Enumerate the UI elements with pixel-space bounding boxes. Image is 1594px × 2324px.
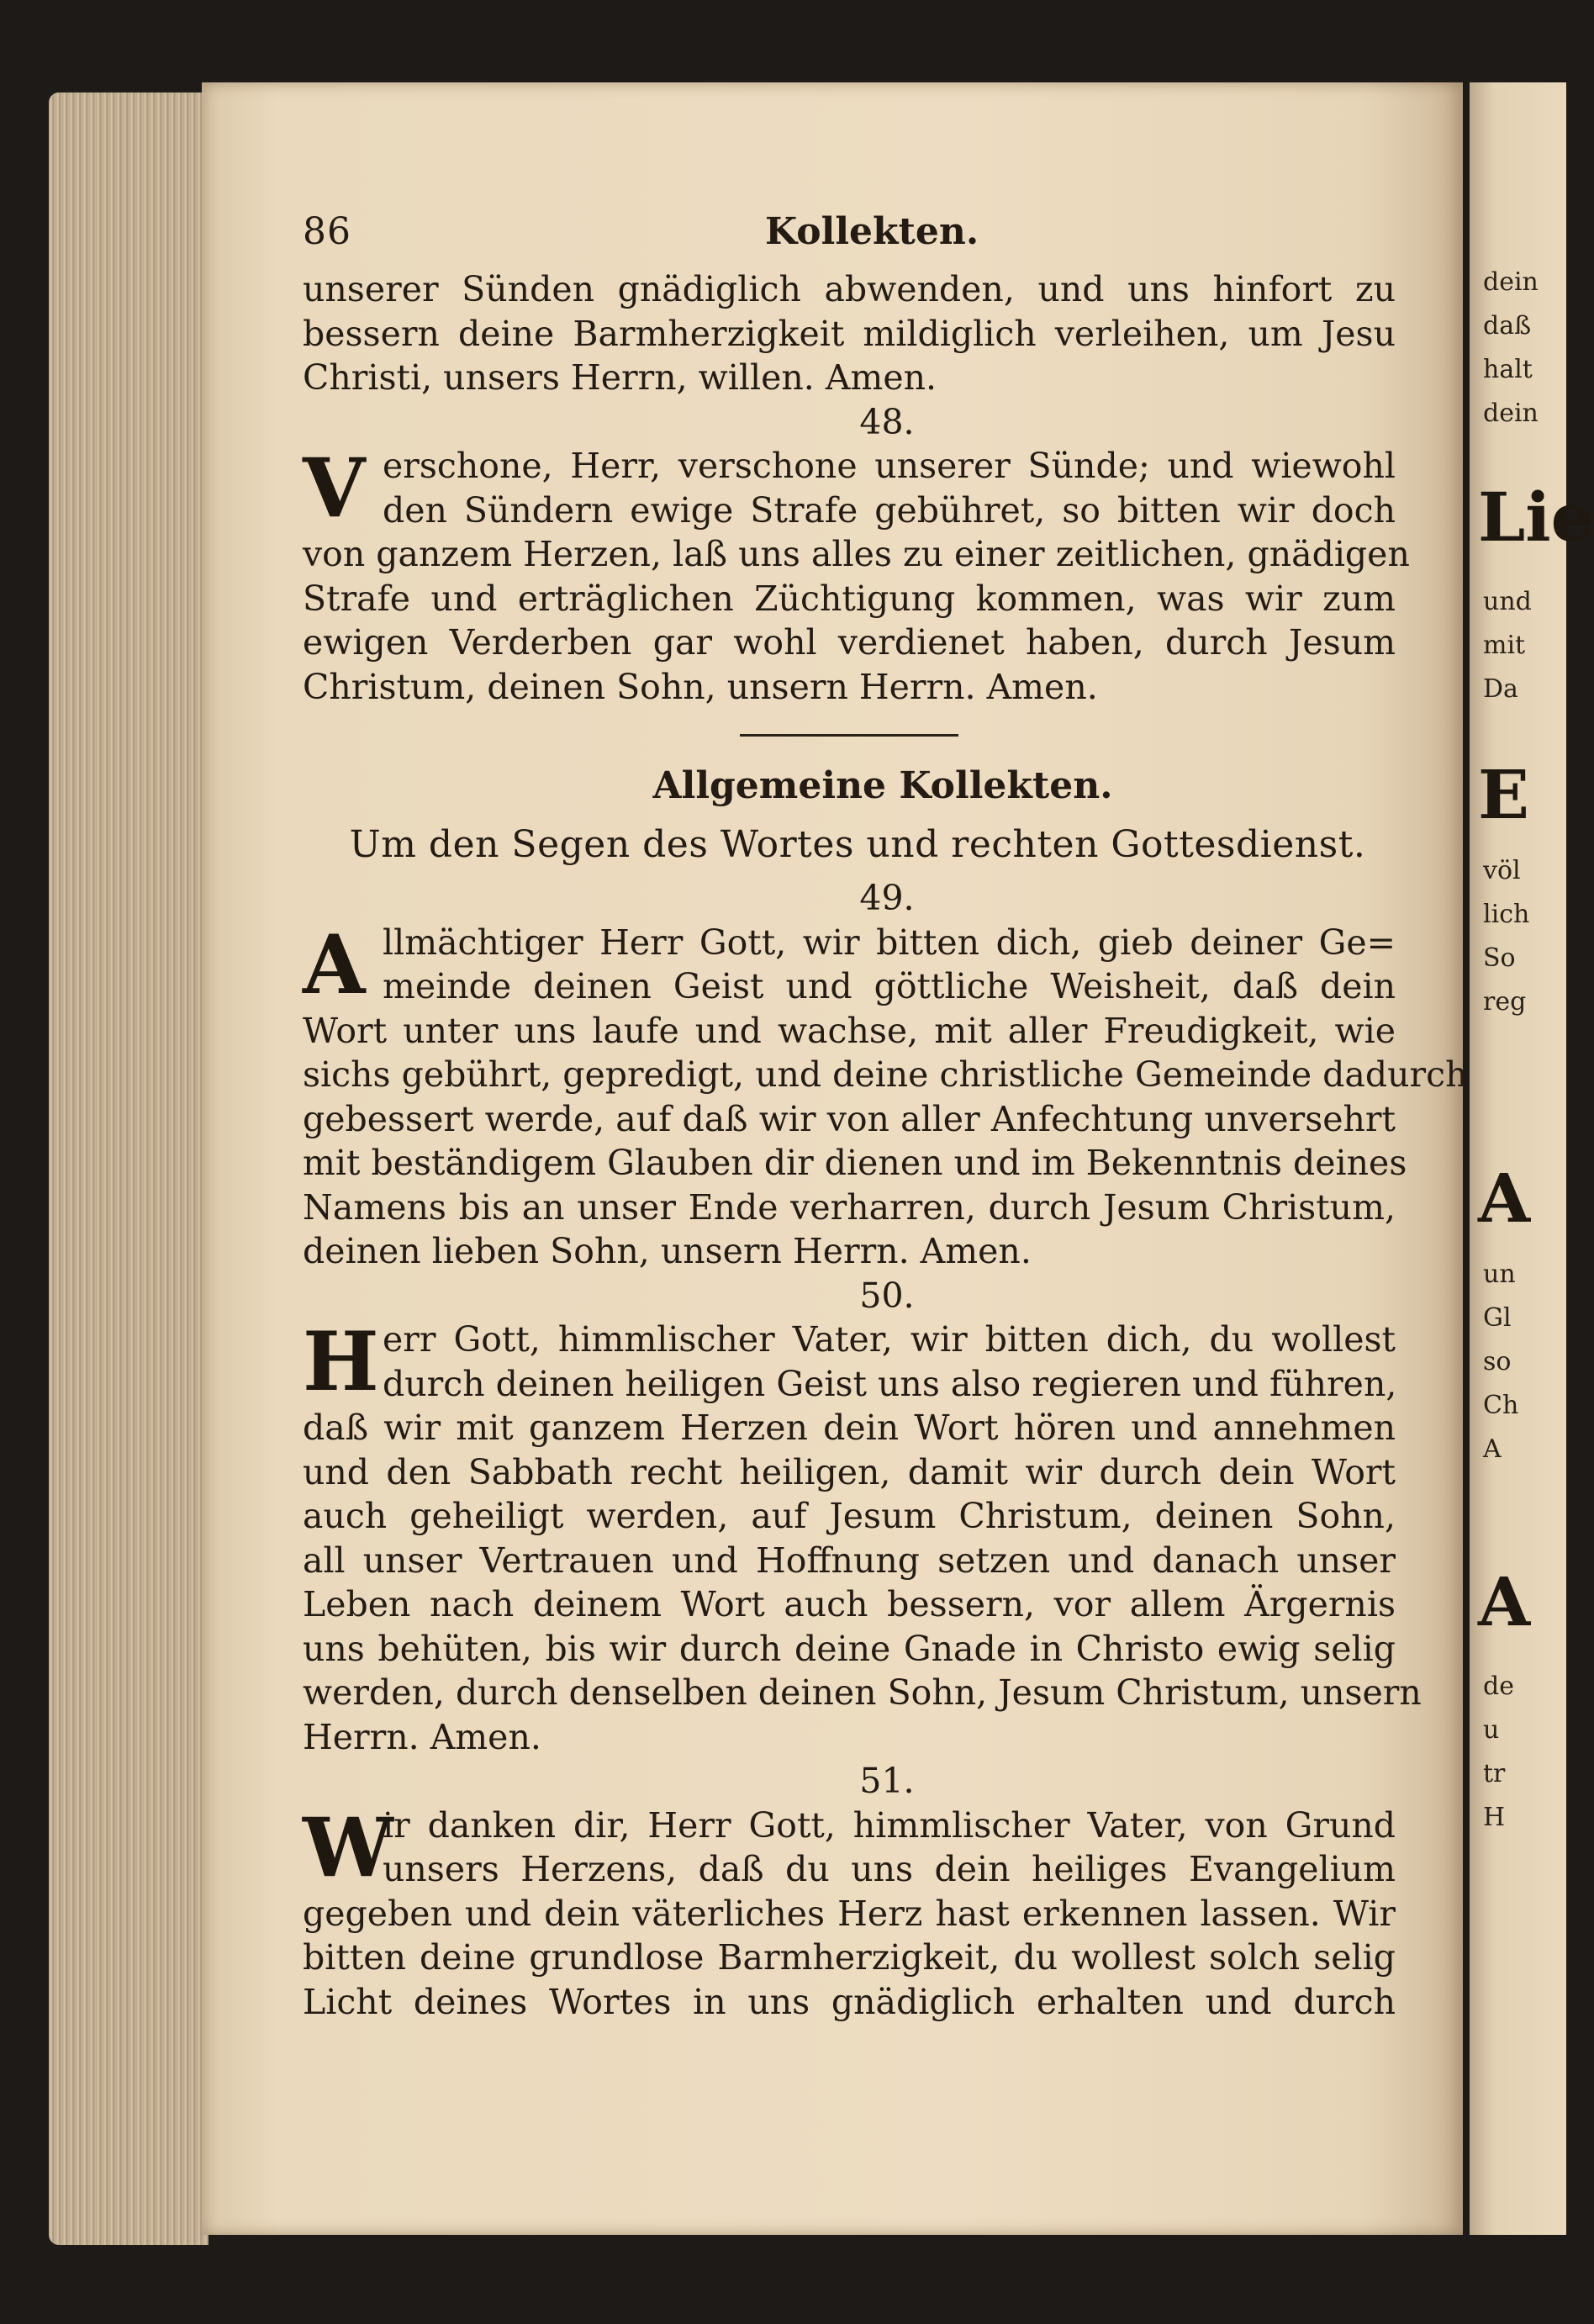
section-subheading: Um den Segen des Wortes und rechten Gottesdienst. (349, 823, 1366, 866)
text-line: und den Sabbath recht heiligen, damit wir durch dein Wort (303, 1451, 1396, 1492)
text-line: all unser Vertrauen und Hoffnung setzen und danach unser (303, 1540, 1396, 1581)
facing-page-fragment: so (1483, 1347, 1512, 1376)
facing-page-fragment: Ch (1483, 1391, 1519, 1420)
text-line: Christi, unsers Herrn, willen. Amen. (303, 357, 937, 398)
text-line: durch deinen heiligen Geist uns also regieren und führen, (383, 1363, 1397, 1404)
facing-page-fragment: völ (1483, 856, 1521, 885)
facing-page-fragment: tr (1483, 1759, 1506, 1788)
text-line: Christum, deinen Sohn, unsern Herrn. Amen. (303, 666, 1098, 707)
text-line: Licht deines Wortes in uns gnädiglich erhalten und durch (303, 1981, 1396, 2022)
section-heading: Allgemeine Kollekten. (652, 764, 1113, 807)
text-line: unserer Sünden gnädiglich abwenden, und uns hinfort zu (303, 269, 1396, 309)
text-line: gegeben und dein väterliches Herz hast erkennen lassen. Wir (303, 1893, 1396, 1934)
collect-number: 49. (859, 878, 915, 918)
facing-page-edge (1470, 82, 1594, 2235)
facing-page-fragment: de (1483, 1672, 1514, 1701)
text-line: den Sündern ewige Strafe gebühret, so bitten wir doch (383, 489, 1396, 531)
facing-page-fragment: Lie (1478, 478, 1594, 557)
collect-number: 50. (859, 1275, 915, 1316)
text-line: meinde deinen Geist und göttliche Weisheit, daß dein (383, 966, 1396, 1006)
facing-page-fragment: A (1483, 1434, 1502, 1464)
drop-cap: W (303, 1799, 393, 1895)
text-line: daß wir mit ganzem Herzen dein Wort hören und annehmen (303, 1408, 1396, 1448)
drop-cap: V (303, 441, 366, 536)
facing-page-fragment: halt (1483, 355, 1533, 384)
facing-page-fragment: dein (1483, 267, 1539, 297)
text-line: err Gott, himmlischer Vater, wir bitten dich, du wollest (383, 1319, 1396, 1360)
text-line: Leben nach deinem Wort auch bessern, vor allem Ärgernis (303, 1584, 1396, 1624)
text-line: erschone, Herr, verschone unserer Sünde; und wiewohl (383, 446, 1396, 486)
facing-page-fragment: So (1483, 943, 1516, 973)
running-head: Kollekten. (765, 210, 979, 253)
text-line: ewigen Verderben gar wohl verdienet haben, durch Jesum (303, 622, 1396, 663)
collect-number: 48. (859, 401, 915, 442)
continued-prayer (303, 267, 1396, 400)
text-line: Herrn. Amen. (303, 1716, 541, 1757)
page-number: 86 (303, 210, 351, 253)
facing-page-fragment: A (1478, 1159, 1531, 1238)
facing-page-fragment: Da (1483, 674, 1518, 704)
facing-page-fragment: daß (1483, 311, 1532, 341)
facing-page-fragment: Gl (1483, 1303, 1512, 1333)
page-text (303, 210, 1468, 2024)
text-line: ir danken dir, Herr Gott, himmlischer Vater, von Grund (383, 1804, 1396, 1846)
text-line: bessern deine Barmherzigkeit mildiglich verleihen, um Jesu (303, 313, 1396, 354)
book-page-edges (49, 92, 208, 2245)
facing-page-fragment: u (1483, 1715, 1500, 1745)
facing-page-fragment: mit (1483, 631, 1526, 660)
collect-51 (303, 1799, 1396, 2025)
text-line: Namens bis an unser Ende verharren, durch Jesum Christum, (303, 1186, 1396, 1228)
section-divider (740, 734, 958, 737)
facing-page-fragment: reg (1483, 987, 1527, 1017)
text-line: Strafe und erträglichen Züchtigung kommen, was wir zum (303, 578, 1396, 619)
drop-cap: H (303, 1314, 379, 1409)
collect-number: 51. (859, 1761, 915, 1801)
text-line: Wort unter uns laufe und wachse, mit aller Freudigkeit, wie (303, 1010, 1396, 1051)
text-line: uns behüten, bis wir durch deine Gnade in Christo ewig selig (303, 1628, 1396, 1669)
page-header (303, 210, 1396, 267)
text-line: gebessert werde, auf daß wir von aller Anfechtung unversehrt (303, 1098, 1396, 1139)
text-line: llmächtiger Herr Gott, wir bitten dich, gieb deiner Ge= (383, 922, 1396, 963)
drop-cap: A (303, 916, 366, 1012)
facing-page-fragment: un (1483, 1260, 1516, 1289)
facing-page-fragment: lich (1483, 900, 1530, 929)
text-line: unsers Herzens, daß du uns dein heiliges Evangelium (383, 1849, 1396, 1889)
collect-49 (303, 916, 1468, 1274)
text-line: deinen lieben Sohn, unsern Herrn. Amen. (303, 1231, 1032, 1271)
text-line: auch geheiligt werden, auf Jesum Christum, deinen Sohn, (303, 1496, 1396, 1536)
facing-page-fragment: A (1478, 1562, 1531, 1641)
text-line: von ganzem Herzen, laß uns alles zu einer zeitlichen, gnädigen (303, 534, 1410, 574)
facing-page-fragment: und (1483, 587, 1532, 616)
text-line: bitten deine grundlose Barmherzigkeit, du wollest solch selig (303, 1937, 1396, 1978)
facing-page-fragment: E (1478, 755, 1529, 834)
text-line: sichs gebührt, gepredigt, und deine christliche Gemeinde dadurch (303, 1054, 1468, 1095)
collect-48 (303, 441, 1410, 709)
facing-page-fragment: H (1483, 1803, 1506, 1832)
collect-50 (303, 1314, 1422, 1759)
text-line: werden, durch denselben deinen Sohn, Jesum Christum, unsern (303, 1672, 1422, 1713)
facing-page-fragment: dein (1483, 399, 1539, 428)
text-line: mit beständigem Glauben dir dienen und im Bekenntnis deines (303, 1143, 1407, 1183)
